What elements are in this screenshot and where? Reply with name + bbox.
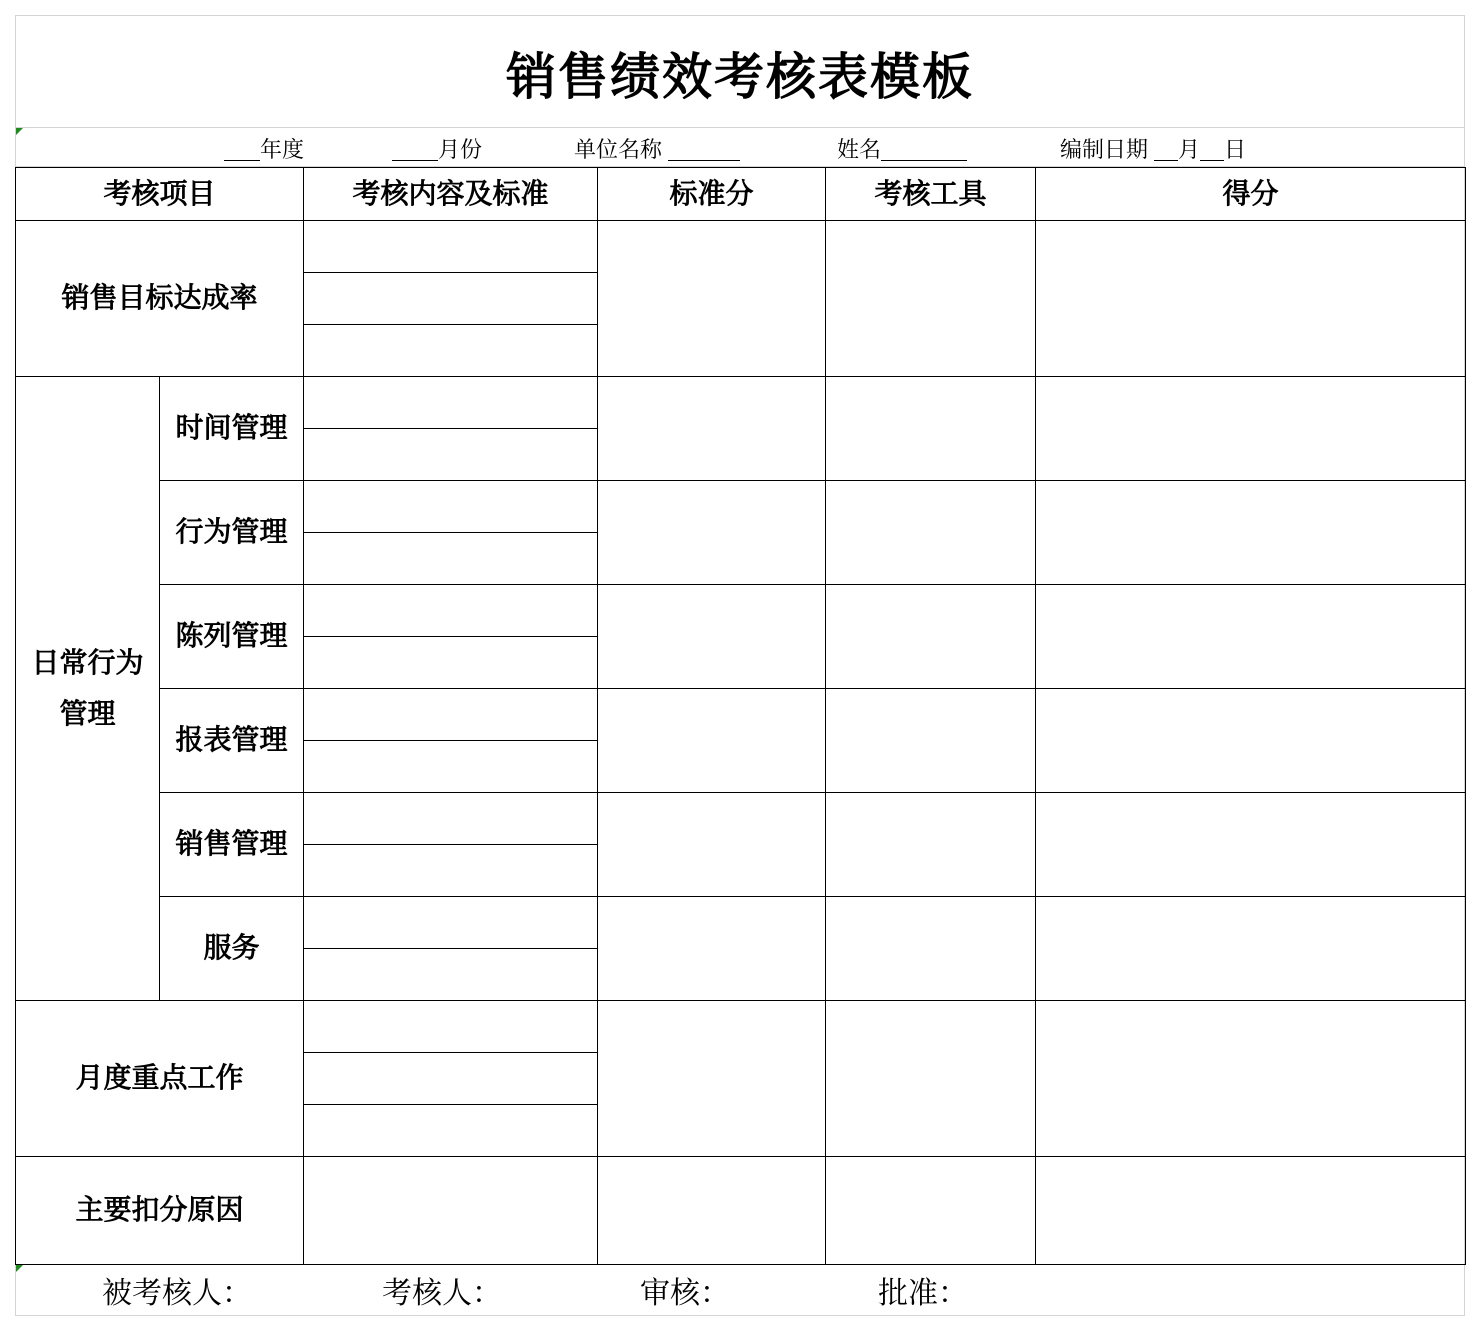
month-label: 月份 xyxy=(438,137,483,163)
score-cell[interactable] xyxy=(1036,481,1466,585)
assessment-tool-cell[interactable] xyxy=(826,585,1036,689)
standard-score-cell[interactable] xyxy=(598,221,826,377)
score-cell[interactable] xyxy=(1036,221,1466,377)
standard-score-cell[interactable] xyxy=(598,481,826,585)
assessment-table xyxy=(15,167,1466,1265)
assessment-tool-cell[interactable] xyxy=(826,1001,1036,1157)
assessment-tool-cell[interactable] xyxy=(826,897,1036,1001)
year-label: 年度 xyxy=(260,137,305,163)
month-field[interactable] xyxy=(392,130,482,166)
reviewer-signature: 审核： xyxy=(640,1276,730,1311)
content-cell[interactable] xyxy=(304,1001,598,1053)
standard-score-cell[interactable] xyxy=(598,793,826,897)
name-label: 姓名 xyxy=(837,137,882,163)
sheet-gridline xyxy=(15,1315,1465,1316)
table-row xyxy=(16,689,1466,741)
cell-comment-marker xyxy=(16,1265,23,1272)
standard-score-cell[interactable] xyxy=(598,1001,826,1157)
table-row xyxy=(16,1157,1466,1265)
name-blank[interactable] xyxy=(881,136,967,161)
content-cell[interactable] xyxy=(304,429,598,481)
content-cell[interactable] xyxy=(304,845,598,897)
date-day-label: 日 xyxy=(1224,137,1247,163)
header-assessment-tool: 考核工具 xyxy=(826,168,1036,221)
year-field[interactable] xyxy=(224,130,304,166)
score-cell[interactable] xyxy=(1036,1001,1466,1157)
content-cell[interactable] xyxy=(304,377,598,429)
score-cell[interactable] xyxy=(1036,689,1466,793)
content-cell[interactable] xyxy=(304,481,598,533)
content-cell[interactable] xyxy=(304,1053,598,1105)
month-blank[interactable] xyxy=(392,136,438,161)
assessment-tool-cell[interactable] xyxy=(826,1157,1036,1265)
table-row xyxy=(16,1001,1466,1053)
row-label-behavior-management: 行为管理 xyxy=(160,481,304,585)
assessment-tool-cell[interactable] xyxy=(826,689,1036,793)
standard-score-cell[interactable] xyxy=(598,689,826,793)
table-row xyxy=(16,585,1466,637)
table-row xyxy=(16,481,1466,533)
unit-field[interactable] xyxy=(574,130,740,166)
year-blank[interactable] xyxy=(224,136,260,161)
content-cell[interactable] xyxy=(304,273,598,325)
assessee-signature: 被考核人： xyxy=(102,1276,252,1311)
content-cell[interactable] xyxy=(304,221,598,273)
standard-score-cell[interactable] xyxy=(598,1157,826,1265)
row-label-sales-management: 销售管理 xyxy=(160,793,304,897)
date-day-blank[interactable] xyxy=(1200,136,1224,161)
standard-score-cell[interactable] xyxy=(598,377,826,481)
content-cell[interactable] xyxy=(304,585,598,637)
row-label-sales-target: 销售目标达成率 xyxy=(16,221,304,377)
header-score: 得分 xyxy=(1036,168,1466,221)
assessment-tool-cell[interactable] xyxy=(826,793,1036,897)
row-label-report-management: 报表管理 xyxy=(160,689,304,793)
score-cell[interactable] xyxy=(1036,1157,1466,1265)
form-title: 销售绩效考核表模板 xyxy=(506,48,974,106)
assessment-tool-cell[interactable] xyxy=(826,221,1036,377)
sheet-gridline xyxy=(15,127,1465,128)
score-cell[interactable] xyxy=(1036,585,1466,689)
score-cell[interactable] xyxy=(1036,897,1466,1001)
table-row xyxy=(16,897,1466,949)
header-standard-score: 标准分 xyxy=(598,168,826,221)
row-label-service: 服务 xyxy=(160,897,304,1001)
cell-comment-marker xyxy=(16,128,23,135)
row-label-display-management: 陈列管理 xyxy=(160,585,304,689)
table-row xyxy=(16,377,1466,429)
date-label: 编制日期 xyxy=(1060,137,1149,163)
date-month-blank[interactable] xyxy=(1154,136,1178,161)
assessor-signature: 考核人： xyxy=(382,1276,502,1311)
score-cell[interactable] xyxy=(1036,377,1466,481)
unit-blank[interactable] xyxy=(668,136,740,161)
content-cell[interactable] xyxy=(304,741,598,793)
name-field[interactable] xyxy=(837,130,967,166)
row-label-daily-behavior: 日常行为管理 xyxy=(16,377,160,1001)
content-cell[interactable] xyxy=(304,533,598,585)
header-assessment-item: 考核项目 xyxy=(16,168,304,221)
date-month-label: 月 xyxy=(1178,137,1201,163)
standard-score-cell[interactable] xyxy=(598,585,826,689)
row-label-time-management: 时间管理 xyxy=(160,377,304,481)
date-field[interactable] xyxy=(1060,130,1246,166)
content-cell[interactable] xyxy=(304,949,598,1001)
content-cell[interactable] xyxy=(304,793,598,845)
standard-score-cell[interactable] xyxy=(598,897,826,1001)
table-row xyxy=(16,221,1466,273)
content-cell[interactable] xyxy=(304,325,598,377)
approver-signature: 批准： xyxy=(878,1276,968,1311)
content-cell[interactable] xyxy=(304,1157,598,1265)
assessment-tool-cell[interactable] xyxy=(826,481,1036,585)
sheet-gridline xyxy=(15,15,1465,16)
table-row xyxy=(16,793,1466,845)
content-cell[interactable] xyxy=(304,637,598,689)
score-cell[interactable] xyxy=(1036,793,1466,897)
header-row xyxy=(16,168,1466,221)
assessment-tool-cell[interactable] xyxy=(826,377,1036,481)
unit-label: 单位名称 xyxy=(574,137,663,163)
row-label-monthly-focus: 月度重点工作 xyxy=(16,1001,304,1157)
row-label-deduction-reason: 主要扣分原因 xyxy=(16,1157,304,1265)
header-content-standard: 考核内容及标准 xyxy=(304,168,598,221)
content-cell[interactable] xyxy=(304,897,598,949)
content-cell[interactable] xyxy=(304,1105,598,1157)
content-cell[interactable] xyxy=(304,689,598,741)
